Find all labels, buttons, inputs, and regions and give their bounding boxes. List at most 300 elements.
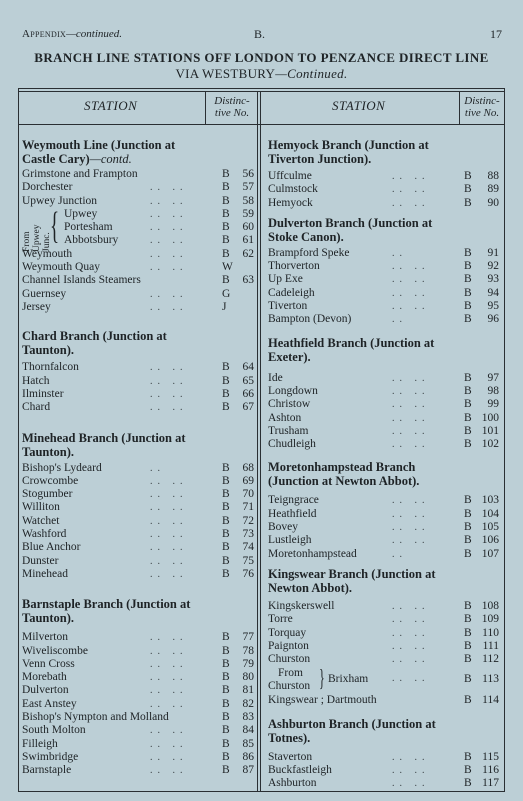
dot-leader: .. .. xyxy=(150,645,188,657)
station-row xyxy=(22,168,254,181)
station-name: Trusham xyxy=(268,424,309,437)
station-class: B xyxy=(464,371,472,384)
station-number: 74 xyxy=(242,541,254,554)
dot-leader: .. .. xyxy=(392,614,430,626)
section-barnstaple xyxy=(22,597,254,625)
station-name: Jersey xyxy=(22,301,51,314)
dot-leader: .. .. xyxy=(392,495,430,507)
station-name: Torquay xyxy=(268,626,307,639)
station-name: Swimbridge xyxy=(22,750,79,763)
station-row xyxy=(268,777,504,790)
section-title-2: Taunton). xyxy=(22,343,74,358)
station-row xyxy=(268,764,504,777)
station-row xyxy=(22,401,254,414)
station-name: Portesham xyxy=(64,221,113,234)
station-number: 69 xyxy=(242,474,254,487)
dulverton-rows xyxy=(268,247,504,327)
section-title-2: Newton Abbot). xyxy=(268,580,353,595)
station-number: 67 xyxy=(242,401,254,414)
dot-leader: .. .. xyxy=(392,372,430,384)
station-number: 104 xyxy=(481,507,499,520)
dot-leader: .. .. xyxy=(150,362,188,374)
dot-leader: .. .. xyxy=(392,439,430,451)
dot-leader: .. xyxy=(392,247,407,259)
station-row xyxy=(22,375,254,388)
station-number: 59 xyxy=(242,207,254,220)
subtitle-suffix: —Continued. xyxy=(275,66,348,81)
station-number: 58 xyxy=(242,194,254,207)
subtitle-main: VIA WESTBURY xyxy=(175,66,276,81)
station-name: Washford xyxy=(22,528,67,541)
station-row xyxy=(22,248,254,261)
station-number: 83 xyxy=(242,711,254,724)
station-number: 106 xyxy=(481,534,499,547)
station-row xyxy=(268,183,504,196)
station-row xyxy=(22,751,254,764)
station-number: 64 xyxy=(242,361,254,374)
table-header-rule xyxy=(18,124,505,125)
section-moretonhampstead xyxy=(268,460,504,488)
station-row xyxy=(268,751,504,764)
section-title: Chard Branch (Junction at xyxy=(22,329,167,344)
station-number: 103 xyxy=(481,494,499,507)
station-row xyxy=(268,425,504,438)
section-title-2: Totnes). xyxy=(268,730,311,745)
station-row xyxy=(22,475,254,488)
station-name: Ide xyxy=(268,371,283,384)
station-class: B xyxy=(464,750,472,763)
dot-leader: .. .. xyxy=(150,698,188,710)
ashburton-rows xyxy=(268,751,504,791)
dot-leader: .. .. xyxy=(392,522,430,534)
station-class: B xyxy=(464,507,472,520)
station-row xyxy=(22,181,254,194)
dot-leader: .. .. xyxy=(392,765,430,777)
station-number: 60 xyxy=(242,221,254,234)
station-name: Uffculme xyxy=(268,170,312,182)
station-class: W xyxy=(222,261,233,274)
station-number: 98 xyxy=(487,384,499,397)
station-name: Filleigh xyxy=(22,737,58,750)
station-row xyxy=(268,273,504,286)
brace-icon: } xyxy=(319,666,325,693)
station-row xyxy=(22,301,254,314)
station-class: B xyxy=(222,764,230,777)
station-number: 61 xyxy=(242,234,254,247)
station-class: B xyxy=(464,438,472,451)
station-row xyxy=(22,388,254,401)
station-number: 92 xyxy=(487,260,499,273)
station-class: B xyxy=(222,737,230,750)
station-number: 78 xyxy=(242,644,254,657)
table-right-rule xyxy=(504,88,505,792)
station-class: B xyxy=(222,361,230,374)
from-label: From xyxy=(278,667,303,680)
weymouth-rows-2 xyxy=(22,248,254,314)
station-class: B xyxy=(222,554,230,567)
station-class: B xyxy=(222,671,230,684)
section-title-2: (Junction at Newton Abbot). xyxy=(268,474,420,489)
station-class: B xyxy=(222,194,230,207)
station-name: Grimstone and Frampton xyxy=(22,168,138,180)
station-row xyxy=(268,398,504,411)
dot-leader: .. xyxy=(392,548,407,560)
table-top-rule xyxy=(18,88,505,89)
station-row xyxy=(22,515,254,528)
station-number: 96 xyxy=(487,313,499,326)
station-name: Stogumber xyxy=(22,488,73,501)
churston-label: Churston xyxy=(268,680,311,693)
station-number: 71 xyxy=(242,501,254,514)
appendix-label: Appendix xyxy=(22,28,67,40)
station-class: B xyxy=(222,274,230,287)
station-row xyxy=(22,221,254,234)
column-divider-center xyxy=(257,91,258,792)
station-class: B xyxy=(222,528,230,541)
station-name: Hemyock xyxy=(268,196,313,209)
dot-leader: .. .. xyxy=(150,542,188,554)
station-name: Lustleigh xyxy=(268,534,312,547)
station-name: Upwey xyxy=(64,207,98,220)
station-class: B xyxy=(464,246,472,259)
dot-leader: .. .. xyxy=(150,738,188,750)
station-name: Abbotsbury xyxy=(64,234,119,247)
station-name: East Anstey xyxy=(22,697,77,710)
station-name: Brampford Speke xyxy=(268,246,350,259)
station-name: Torre xyxy=(268,613,293,626)
station-number: 86 xyxy=(242,750,254,763)
station-row xyxy=(22,462,254,475)
dot-leader: .. .. xyxy=(392,425,430,437)
station-number: 85 xyxy=(242,737,254,750)
dot-leader: .. .. xyxy=(150,685,188,697)
dot-leader: .. .. xyxy=(150,515,188,527)
distinctive-heading-left-1: Distinc- xyxy=(214,95,250,107)
station-number: 109 xyxy=(481,613,499,626)
minehead-rows xyxy=(22,462,254,582)
section-title-2: Taunton). xyxy=(22,444,74,459)
station-heading-left: STATION xyxy=(84,98,138,113)
running-header-appendix xyxy=(22,28,122,40)
station-name: Kingswear ; Dartmouth xyxy=(268,694,377,707)
dot-leader: .. .. xyxy=(150,502,188,514)
station-number: 63 xyxy=(242,274,254,287)
station-class: B xyxy=(222,750,230,763)
page-number: 17 xyxy=(490,27,502,41)
station-name: Up Exe xyxy=(268,273,303,286)
station-number: 115 xyxy=(482,750,499,763)
station-class: B xyxy=(222,374,230,387)
appendix-suffix: —continued. xyxy=(66,28,123,40)
section-title-2 xyxy=(22,152,254,166)
dot-leader: .. .. xyxy=(392,171,430,182)
station-class: B xyxy=(464,494,472,507)
section-weymouth xyxy=(22,138,254,166)
dot-leader: .. .. xyxy=(150,248,188,260)
station-class: B xyxy=(222,401,230,414)
station-class: B xyxy=(222,541,230,554)
dot-leader: .. .. xyxy=(150,658,188,670)
station-number: 95 xyxy=(487,300,499,313)
upwey-brace-rows xyxy=(22,204,254,248)
station-row xyxy=(268,653,504,666)
station-number: 108 xyxy=(481,599,499,612)
station-class: B xyxy=(222,181,230,194)
station-row xyxy=(22,261,254,274)
station-number: 99 xyxy=(487,398,499,411)
station-class: B xyxy=(464,694,472,707)
station-number: 93 xyxy=(487,273,499,286)
station-class: B xyxy=(464,777,472,790)
station-class: B xyxy=(464,398,472,411)
dot-leader: .. .. xyxy=(150,195,188,207)
dot-leader: .. .. xyxy=(150,388,188,400)
station-name: Longdown xyxy=(268,384,318,397)
station-row xyxy=(268,385,504,398)
station-number: 76 xyxy=(242,567,254,580)
station-number: 72 xyxy=(242,514,254,527)
station-name: Venn Cross xyxy=(22,657,75,670)
station-name: Bishop's Nympton and Molland xyxy=(22,711,169,724)
dot-leader: .. .. xyxy=(150,555,188,567)
dot-leader: .. .. xyxy=(392,261,430,273)
station-number: 111 xyxy=(482,639,499,652)
station-row xyxy=(22,361,254,374)
station-class: B xyxy=(464,411,472,424)
station-class: B xyxy=(464,521,472,534)
station-number: 75 xyxy=(242,554,254,567)
station-row xyxy=(22,738,254,751)
brixham-class: B xyxy=(464,673,472,686)
station-class: B xyxy=(464,764,472,777)
dot-leader: .. .. xyxy=(392,399,430,411)
station-name: Weymouth xyxy=(22,247,73,260)
dot-leader: .. xyxy=(150,462,165,474)
dot-leader: .. .. xyxy=(392,197,430,209)
brace-icon: { xyxy=(50,204,60,247)
station-class: J xyxy=(222,301,227,314)
hemyock-rows xyxy=(268,170,504,210)
station-row xyxy=(268,197,504,210)
station-name: Guernsey xyxy=(22,287,67,300)
page-subtitle xyxy=(0,66,523,82)
section-title: Weymouth Line (Junction at xyxy=(22,138,176,152)
dot-leader: .. .. xyxy=(392,627,430,639)
station-class: B xyxy=(222,684,230,697)
station-row xyxy=(268,372,504,385)
kingswear-rows xyxy=(268,600,504,666)
contd-label: —contd. xyxy=(89,152,132,166)
distinctive-heading-right-2: tive No. xyxy=(464,107,500,119)
dot-leader: .. .. xyxy=(150,208,188,220)
station-row xyxy=(22,528,254,541)
station-row xyxy=(268,600,504,613)
station-name: Buckfastleigh xyxy=(268,764,332,777)
station-name: Morebath xyxy=(22,671,67,684)
station-name: Channel Islands Steamers xyxy=(22,274,141,287)
station-number: 66 xyxy=(242,387,254,400)
station-class: B xyxy=(464,300,472,313)
station-number: 81 xyxy=(242,684,254,697)
dot-leader: .. .. xyxy=(150,288,188,300)
station-name: Ilminster xyxy=(22,387,64,400)
dot-leader: .. .. xyxy=(150,725,188,737)
section-letter: B. xyxy=(254,27,266,41)
station-class: B xyxy=(222,207,230,220)
station-name: Moretonhampstead xyxy=(268,547,357,560)
station-name: Bovey xyxy=(268,521,299,534)
station-name: Cadeleigh xyxy=(268,286,315,299)
section-title: Minehead Branch (Junction at xyxy=(22,430,186,445)
table-bottom-rule xyxy=(18,791,505,792)
station-class: B xyxy=(464,260,472,273)
station-class: G xyxy=(222,287,231,300)
dot-leader: .. .. xyxy=(392,508,430,520)
station-name: Ashburton xyxy=(268,777,317,790)
dot-leader: .. .. xyxy=(150,632,188,644)
station-name: Chudleigh xyxy=(268,438,316,451)
station-class: B xyxy=(464,313,472,326)
barnstaple-rows xyxy=(22,631,254,777)
section-title: Kingswear Branch (Junction at xyxy=(268,566,436,581)
station-name: Milverton xyxy=(22,631,68,644)
dot-leader: .. .. xyxy=(392,535,430,547)
dot-leader: .. .. xyxy=(150,529,188,541)
station-number: 97 xyxy=(487,371,499,384)
station-number: 57 xyxy=(242,181,254,194)
station-name: Thorverton xyxy=(268,260,320,273)
station-row xyxy=(268,548,504,561)
station-number: 117 xyxy=(482,777,499,790)
brixham-number: 113 xyxy=(482,673,499,686)
station-number: 100 xyxy=(481,411,499,424)
station-row xyxy=(268,508,504,521)
station-row xyxy=(22,658,254,671)
station-row xyxy=(268,613,504,626)
station-name: Dunster xyxy=(22,554,59,567)
station-name: Upwey Junction xyxy=(22,194,98,207)
station-class: B xyxy=(222,631,230,644)
station-number: 77 xyxy=(242,631,254,644)
section-title: Ashburton Branch (Junction at xyxy=(268,716,436,731)
station-row xyxy=(268,521,504,534)
station-name: Crowcombe xyxy=(22,474,79,487)
weymouth-rows xyxy=(22,168,254,208)
station-row xyxy=(22,724,254,737)
station-number: 68 xyxy=(242,461,254,474)
moretonhampstead-rows xyxy=(268,494,504,560)
dot-leader: .. .. xyxy=(392,778,430,790)
section-title: Heathfield Branch (Junction at xyxy=(268,335,435,350)
station-row xyxy=(22,501,254,514)
station-row xyxy=(268,247,504,260)
station-name: Barnstaple xyxy=(22,764,72,777)
station-name: Wiveliscombe xyxy=(22,644,88,657)
dot-leader: .. .. xyxy=(392,600,430,612)
station-name: Staverton xyxy=(268,750,313,763)
station-row xyxy=(22,698,254,711)
station-number: 91 xyxy=(487,246,499,259)
station-number: 112 xyxy=(482,653,499,666)
station-class: B xyxy=(464,424,472,437)
station-class: B xyxy=(222,247,230,260)
station-class: B xyxy=(222,488,230,501)
upwey-brace-group xyxy=(22,204,254,252)
page-title: BRANCH LINE STATIONS OFF LONDON TO PENZANCE DIRECT LINE xyxy=(34,50,489,65)
station-row xyxy=(22,208,254,221)
station-number: 56 xyxy=(242,168,254,180)
station-row xyxy=(268,627,504,640)
station-number: 110 xyxy=(482,626,499,639)
station-row xyxy=(268,313,504,326)
station-class: B xyxy=(222,644,230,657)
dot-leader: .. .. xyxy=(150,222,188,234)
dot-leader: .. .. xyxy=(150,235,188,247)
station-name: Ashton xyxy=(268,411,302,424)
column-divider-center-2 xyxy=(260,91,261,792)
station-row xyxy=(22,764,254,777)
station-number: 89 xyxy=(487,183,499,196)
station-row xyxy=(22,541,254,554)
section-kingswear xyxy=(268,567,504,595)
station-name: Williton xyxy=(22,501,60,514)
section-minehead xyxy=(22,431,254,459)
station-name: Heathfield xyxy=(268,507,317,520)
station-class: B xyxy=(222,567,230,580)
section-chard xyxy=(22,329,254,357)
station-number: 80 xyxy=(242,671,254,684)
brixham-label: Brixham xyxy=(328,673,369,686)
station-row xyxy=(22,671,254,684)
column-divider-left xyxy=(205,91,206,125)
dot-leader: .. .. xyxy=(392,301,430,313)
station-row xyxy=(268,412,504,425)
station-number: 94 xyxy=(487,286,499,299)
section-heathfield xyxy=(268,336,504,364)
dot-leader: .. .. xyxy=(392,654,430,666)
left-column xyxy=(22,128,254,778)
station-name: Teigngrace xyxy=(268,494,319,507)
chard-rows xyxy=(22,361,254,414)
station-name: Watchet xyxy=(22,514,60,527)
station-number: 87 xyxy=(242,764,254,777)
station-number: 102 xyxy=(481,438,499,451)
section-title-2-text: Castle Cary) xyxy=(22,152,90,166)
station-name: Chard xyxy=(22,401,51,414)
from-upwey-junc-label: From Upwey Junc. xyxy=(22,224,52,252)
station-row xyxy=(22,488,254,501)
station-class: B xyxy=(222,697,230,710)
dot-leader: .. .. xyxy=(150,402,188,414)
dot-leader: .. .. xyxy=(392,274,430,286)
station-name: South Molton xyxy=(22,724,86,737)
section-title-2: Stoke Canon). xyxy=(268,229,344,244)
station-class: B xyxy=(464,626,472,639)
station-row xyxy=(22,234,254,247)
station-name: Dorchester xyxy=(22,181,73,194)
from-churston-group xyxy=(268,666,504,694)
station-class: B xyxy=(222,474,230,487)
station-row xyxy=(268,260,504,273)
station-class: B xyxy=(222,724,230,737)
station-name: Thornfalcon xyxy=(22,361,79,374)
dot-leader: .. .. xyxy=(392,640,430,652)
station-row xyxy=(22,274,254,287)
station-class: B xyxy=(222,514,230,527)
dot-leader: .. .. xyxy=(392,385,430,397)
station-number: 84 xyxy=(242,724,254,737)
station-name: Blue Anchor xyxy=(22,541,81,554)
